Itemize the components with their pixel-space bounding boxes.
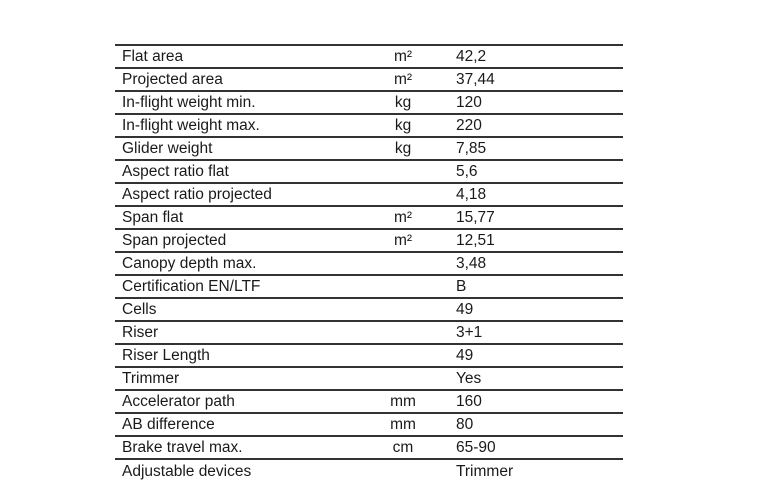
table-row bbox=[115, 184, 623, 207]
row-value: 37,44 bbox=[456, 71, 495, 88]
row-unit: m² bbox=[393, 209, 413, 226]
table-row bbox=[115, 345, 623, 368]
row-unit: m² bbox=[393, 48, 413, 65]
row-value: 4,18 bbox=[456, 186, 487, 203]
table-row bbox=[115, 253, 623, 276]
row-value: 80 bbox=[456, 416, 474, 433]
row-value: 12,51 bbox=[456, 232, 495, 249]
row-unit: kg bbox=[394, 140, 412, 157]
table-row bbox=[115, 207, 623, 230]
table-row bbox=[115, 368, 623, 391]
table-row bbox=[115, 299, 623, 322]
row-unit: m² bbox=[393, 71, 413, 88]
row-unit: cm bbox=[392, 439, 414, 456]
row-value: 15,77 bbox=[456, 209, 495, 226]
table-row bbox=[115, 414, 623, 437]
table-row bbox=[115, 391, 623, 414]
row-value: 65-90 bbox=[456, 439, 496, 456]
table-row bbox=[115, 276, 623, 299]
table-row bbox=[115, 322, 623, 345]
row-value: Yes bbox=[456, 370, 482, 387]
row-value: 49 bbox=[456, 301, 474, 318]
row-label: Canopy depth max. bbox=[122, 255, 257, 272]
row-label: Span flat bbox=[122, 209, 184, 226]
row-value: 7,85 bbox=[456, 140, 487, 157]
row-value: 120 bbox=[456, 94, 482, 111]
row-unit: mm bbox=[390, 393, 416, 410]
row-label: Riser bbox=[122, 324, 159, 341]
row-label: Aspect ratio flat bbox=[122, 163, 229, 180]
row-label: Span projected bbox=[122, 232, 227, 249]
row-unit: kg bbox=[394, 117, 412, 134]
row-label: Brake travel max. bbox=[122, 439, 243, 456]
row-label: Accelerator path bbox=[122, 393, 235, 410]
table-row bbox=[115, 115, 623, 138]
spec-table bbox=[115, 44, 623, 483]
row-label: Projected area bbox=[122, 71, 223, 88]
row-value: 220 bbox=[456, 117, 482, 134]
row-label: Glider weight bbox=[122, 140, 213, 157]
table-row bbox=[115, 46, 623, 69]
row-value: Trimmer bbox=[456, 463, 514, 480]
table-row bbox=[115, 230, 623, 253]
row-value: 160 bbox=[456, 393, 482, 410]
row-label: In-flight weight min. bbox=[122, 94, 256, 111]
row-label: Certification EN/LTF bbox=[122, 278, 261, 295]
row-unit: kg bbox=[394, 94, 412, 111]
row-unit: mm bbox=[390, 416, 416, 433]
table-row bbox=[115, 69, 623, 92]
row-label: Aspect ratio projected bbox=[122, 186, 272, 203]
row-value: 49 bbox=[456, 347, 474, 364]
table-row bbox=[115, 161, 623, 184]
row-value: 3+1 bbox=[456, 324, 483, 341]
row-unit: m² bbox=[393, 232, 413, 249]
row-label: In-flight weight max. bbox=[122, 117, 260, 134]
row-label: Cells bbox=[122, 301, 157, 318]
row-label: Riser Length bbox=[122, 347, 210, 364]
table-row bbox=[115, 437, 623, 460]
row-label: Flat area bbox=[122, 48, 184, 65]
table-row bbox=[115, 138, 623, 161]
table-row bbox=[115, 460, 623, 483]
row-label: AB difference bbox=[122, 416, 215, 433]
row-value: 42,2 bbox=[456, 48, 487, 65]
row-value: 5,6 bbox=[456, 163, 478, 180]
row-value: 3,48 bbox=[456, 255, 487, 272]
table-row bbox=[115, 92, 623, 115]
row-label: Trimmer bbox=[122, 370, 180, 387]
row-label: Adjustable devices bbox=[122, 463, 252, 480]
row-value: B bbox=[456, 278, 467, 295]
